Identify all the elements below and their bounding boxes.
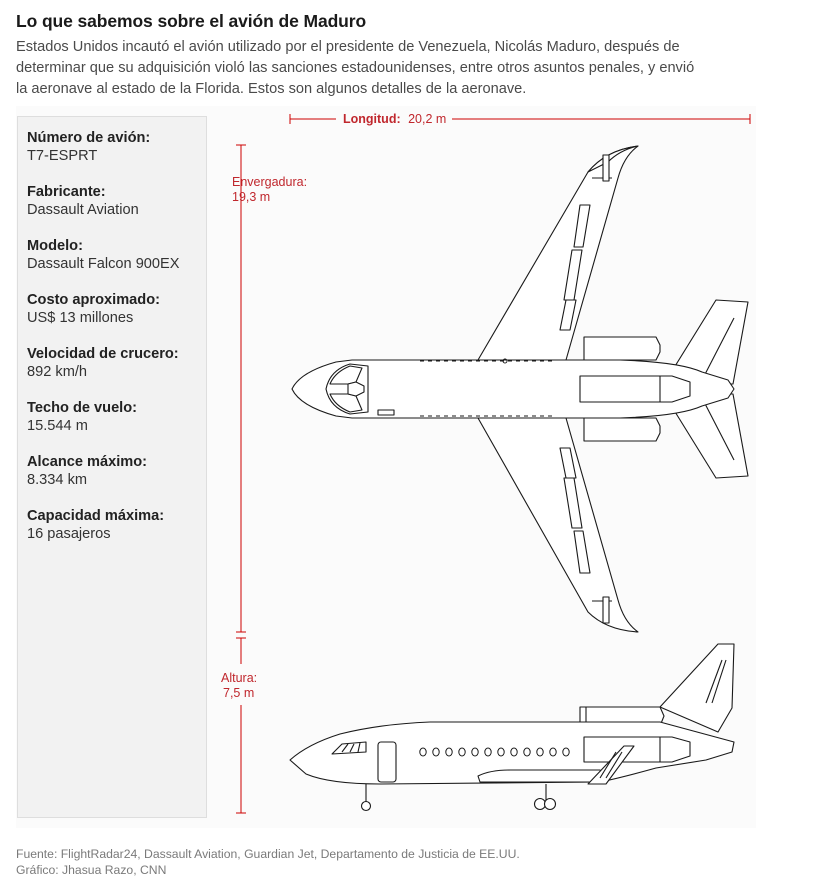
height-label-value: 7,5 m [223,686,255,700]
spec-value: US$ 13 millones [27,310,134,326]
wingspan-label-title: Envergadura: [232,175,308,189]
length-label-value: 20,2 m [408,112,447,126]
aircraft-top-view [292,146,748,632]
height-dimension [236,638,246,813]
intro-line: Estados Unidos incautó el avión utilizado por el presidente de Venezuela, Nicolás Maduro, después de [16,39,680,55]
door [378,742,396,782]
vertical-tail [660,644,734,732]
spec-label: Número de avión: [27,130,151,146]
spec-value: 15.544 m [27,418,88,434]
door-outline [378,410,394,415]
wingspan-label-value: 19,3 m [232,190,271,204]
engine-lower [584,418,660,441]
spec-label: Modelo: [27,238,83,254]
lower-wing-panel [603,597,609,623]
intro-line: determinar que su adquisición violó las sanciones estadounidenses, entre otros asuntos penales, y envió [16,60,695,76]
aircraft-side-view [290,644,734,811]
spec-value: 892 km/h [27,364,88,380]
source-note: Fuente: FlightRadar24, Dassault Aviation, Guardian Jet, Departamento de Justicia de EE.UU. [16,847,520,861]
main-wheel [535,799,546,810]
lower-wing [478,418,638,632]
belly-fairing [478,770,603,782]
engine-side [584,737,690,762]
engine-upper [584,337,660,360]
length-label [343,112,446,126]
spec-label: Costo aproximado: [27,292,160,308]
intro-line: la aeronave al estado de la Florida. Estos son algunos detalles de la aeronave. [16,81,527,97]
engine-center [580,376,690,402]
height-label-title: Altura: [221,671,258,685]
nose-wheel [362,802,371,811]
spec-label: Techo de vuelo: [27,400,138,416]
length-label-title: Longitud: [343,112,401,126]
spec-value: 8.334 km [27,472,88,488]
spec-label: Capacidad máxima: [27,508,165,524]
wingspan-dimension [236,145,246,632]
spec-value: Dassault Aviation [27,202,139,218]
upper-wing [478,146,638,360]
upper-wing-panel [603,155,609,181]
credit-note: Gráfico: Jhasua Razo, CNN [16,863,167,877]
spec-value: Dassault Falcon 900EX [27,256,180,272]
spec-value: 16 pasajeros [27,526,111,542]
spec-value: T7-ESPRT [27,148,98,164]
main-wheel [545,799,556,810]
spec-label: Alcance máximo: [27,454,148,470]
spec-label: Fabricante: [27,184,106,200]
spec-label: Velocidad de crucero: [27,346,179,362]
page-title: Lo que sabemos sobre el avión de Maduro [16,11,367,31]
